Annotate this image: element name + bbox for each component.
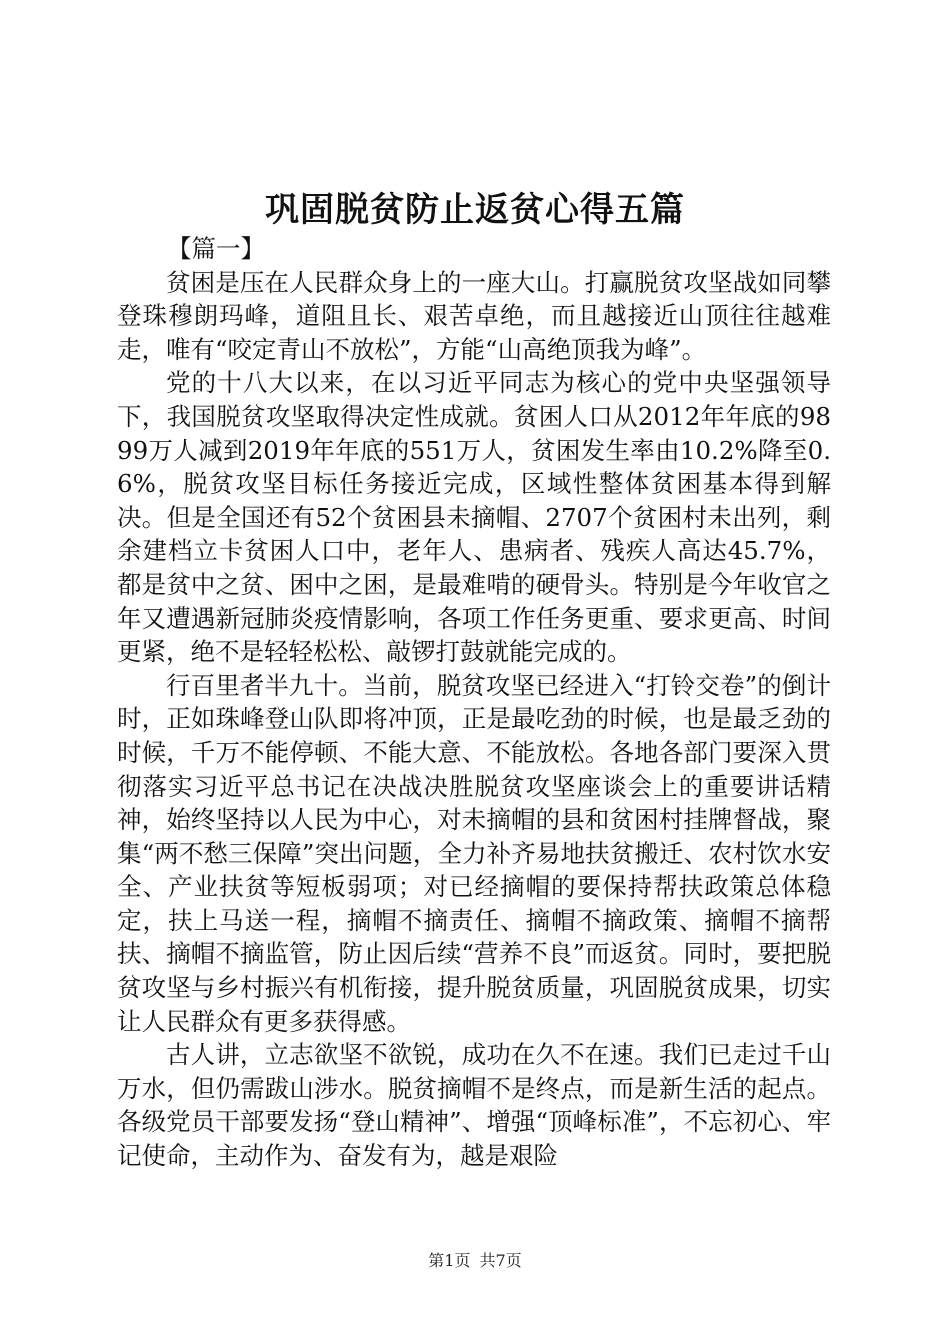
paragraph-3: 行百里者半九十。当前，脱贫攻坚已经进入“打铃交卷”的倒计时，正如珠峰登山队即将冲顶，正是最吃劲的时候，也是最乏劲的时候，千万不能停顿、不能大意、不能放松。各地各部门要深入贯彻落实习近平总书记在决战决胜脱贫攻坚座谈会上的重要讲话精神，始终坚持以人民为中心，对未摘帽的县和贫困村挂牌督战，聚集“两不愁三保障”突出问题，全力补齐易地扶贫搬迁、农村饮水安全、产业扶贫等短板弱项；对已经摘帽的要保持帮扶政策总体稳定，扶上马送一程，摘帽不摘责任、摘帽不摘政策、摘帽不摘帮扶、摘帽不摘监管，防止因后续“营养不良”而返贫。同时，要把脱贫攻坚与乡村振兴有机衔接，提升脱贫质量，巩固脱贫成果，切实让人民群众有更多获得感。 [117, 670, 831, 1036]
paragraph-1: 贫困是压在人民群众身上的一座大山。打赢脱贫攻坚战如同攀登珠穆朗玛峰，道阻且长、艰苦卓绝，而且越接近山顶往往越难走，唯有“咬定青山不放松”，方能“山高绝顶我为峰”。 [117, 267, 831, 364]
page-number: 第1页 [428, 1251, 471, 1270]
document-title: 巩固脱贫防止返贫心得五篇 [265, 190, 685, 230]
page-total: 共7页 [479, 1251, 522, 1270]
paragraph-2: 党的十八大以来，在以习近平同志为核心的党中央坚强领导下，我国脱贫攻坚取得决定性成就。贫困人口从2012年年底的9899万人减到2019年年底的551万人，贫困发生率由10.2%降至0.6%，脱贫攻坚目标任务接近完成，区域性整体贫困基本得到解决。但是全国还有52个贫困县未摘帽、2707个贫困村未出列，剩余建档立卡贫困人口中，老年人、患病者、残疾人高达45.7%，都是贫中之贫、困中之困，是最难啃的硬骨头。特别是今年收官之年又遭遇新冠肺炎疫情影响，各项工作任务更重、要求更高、时间更紧，绝不是轻轻松松、敲锣打鼓就能完成的。 [117, 368, 831, 667]
paragraph-4: 古人讲，立志欲坚不欲锐，成功在久不在速。我们已走过千山万水，但仍需跋山涉水。脱贫摘帽不是终点，而是新生活的起点。各级党员干部要发扬“登山精神”、增强“顶峰标准”，不忘初心、牢记使命，主动作为、奋发有为，越是艰险 [117, 1040, 831, 1171]
section-label: 【篇一】 [167, 234, 265, 263]
page-footer [0, 1250, 950, 1272]
document-body [117, 232, 831, 1173]
